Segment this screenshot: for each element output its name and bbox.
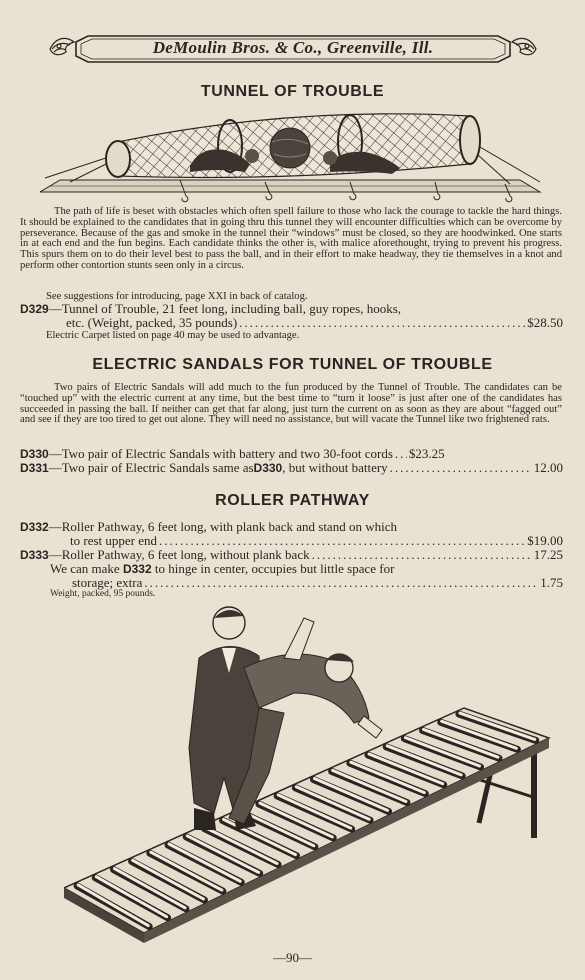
item-description: —Tunnel of Trouble, 21 feet long, including ball, guy ropes, hooks, xyxy=(48,301,402,316)
item-ref: D330 xyxy=(253,461,283,475)
item-price: 12.00 xyxy=(533,460,563,475)
item-description: —Roller Pathway, 6 feet long, without plank back xyxy=(48,547,310,562)
weight-note: Weight, packed, 95 pounds. xyxy=(50,589,156,599)
item-description: —Two pair of Electric Sandals with battery and two 30-foot cords xyxy=(48,446,393,461)
item-price: $28.50 xyxy=(527,315,563,330)
tunnel-description: The path of life is beset with obstacles which often spell failure to those who lack the courage to tackle the hard things. It should be explained to the candidates that in going thru this tunnel they will encounter difficulties which can be overcome by perseverance. Because of the gas and smoke in the tunnel their “windows” must be closed, so they are hoodwinked. One starts in at each end and the fun begins. Each candidate thinks the other is, with malice aforethought, trying to prevent his progress. This spurs them on to do their level best to pass the ball, and in their effort to make headway, they tie themselves in a knot and perform other contortion stunts seen only in a circus. xyxy=(20,206,562,271)
leader-dots xyxy=(395,447,407,461)
item-d331 xyxy=(20,461,563,475)
item-description-cont: etc. (Weight, packed, 35 pounds) xyxy=(66,315,238,330)
hinge-text-cont: to hinge in center, occupies but little space for xyxy=(151,561,395,576)
item-code: D330 xyxy=(20,447,49,461)
item-price: $19.00 xyxy=(527,533,563,548)
item-code: D331 xyxy=(20,461,49,475)
heading-roller-pathway: ROLLER PATHWAY xyxy=(215,492,370,509)
leader-dots xyxy=(312,548,532,562)
item-d329 xyxy=(20,302,563,330)
item-price: 1.75 xyxy=(540,575,563,590)
item-description: —Two pair of Electric Sandals same as xyxy=(48,460,254,475)
item-price: 17.25 xyxy=(533,547,563,562)
sandals-description: Two pairs of Electric Sandals will add much to the fun produced by the Tunnel of Trouble. The candidates can be “touched up” with the electric current at any time, but the best time to “turn it loose” is just after one of the candidates has succeeded in passing the ball. If neither can get that far along, just turn the current on as soon as they are about “fagged out” and see if they are too tired to get out alone. They will need no assistance, but will vacate the Tunnel like two frightened rats. xyxy=(20,382,562,426)
item-d332 xyxy=(20,520,563,548)
hinge-text: We can make xyxy=(50,561,123,576)
item-code: D332 xyxy=(20,520,49,534)
item-description-cont: , but without battery xyxy=(282,460,388,475)
item-description: —Roller Pathway, 6 feet long, with plank back and stand on which xyxy=(48,519,397,534)
company-name: DeMoulin Bros. & Co., Greenville, Ill. xyxy=(152,38,434,57)
item-price: $23.25 xyxy=(408,446,445,461)
item-code: D329 xyxy=(20,302,49,316)
tunnel-illustration xyxy=(40,106,545,206)
header-banner xyxy=(48,32,538,66)
item-d333 xyxy=(20,548,563,562)
leader-dots xyxy=(159,534,525,548)
tunnel-suggestion: See suggestions for introducing, page XXI in back of catalog. xyxy=(46,291,308,302)
heading-tunnel-of-trouble: TUNNEL OF TROUBLE xyxy=(200,83,385,100)
heading-electric-sandals: ELECTRIC SANDALS FOR TUNNEL OF TROUBLE xyxy=(92,356,493,373)
leader-dots xyxy=(239,316,525,330)
page-number: —90— xyxy=(273,950,312,965)
item-description-cont: to rest upper end xyxy=(70,533,158,548)
leader-dots xyxy=(144,576,538,590)
hinge-text-line2: storage; extra xyxy=(72,575,143,590)
item-hinge-option xyxy=(50,562,563,590)
leader-dots xyxy=(390,461,532,475)
carpet-note: Electric Carpet listed on page 40 may be used to advantage. xyxy=(46,330,300,341)
roller-pathway-illustration xyxy=(64,598,564,948)
item-ref: D332 xyxy=(122,562,152,576)
item-code: D333 xyxy=(20,548,49,562)
item-d330 xyxy=(20,447,563,461)
